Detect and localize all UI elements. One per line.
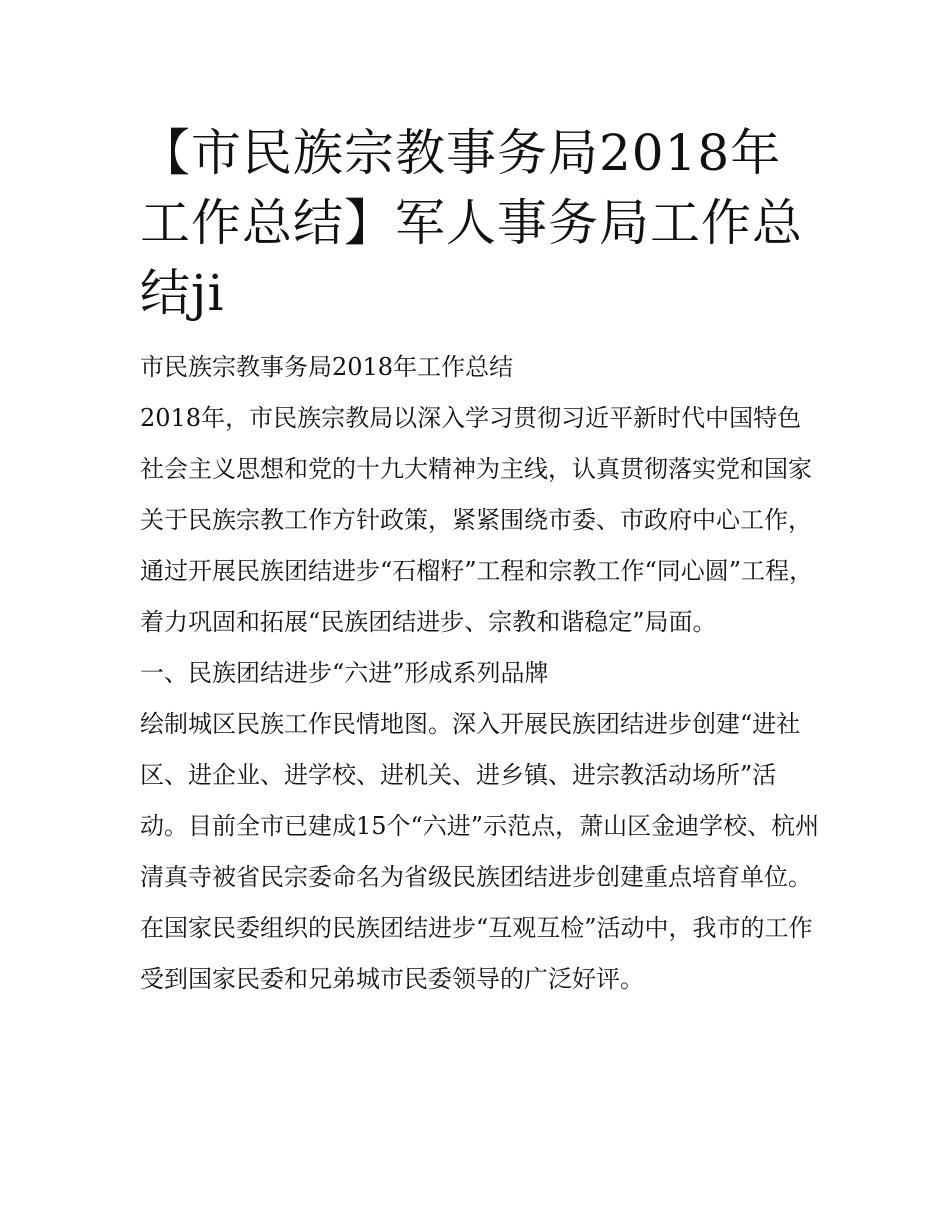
document-body	[140, 342, 820, 1005]
intro-paragraph: 2018年，市民族宗教局以深入学习贯彻习近平新时代中国特色社会主义思想和党的十九大精神为主线，认真贯彻落实党和国家关于民族宗教工作方针政策，紧紧围绕市委、市政府中心工作，通过开展民族团结进步“石榴籽”工程和宗教工作“同心圆”工程，着力巩固和拓展“民族团结进步、宗教和谐稳定”局面。	[140, 404, 814, 636]
document-title: 【市民族宗教事务局2018年工作总结】军人事务局工作总结ji	[140, 124, 803, 322]
section-paragraph: 绘制城区民族工作民情地图。深入开展民族团结进步创建“进社区、进企业、进学校、进机关、进乡镇、进宗教活动场所”活动。目前全市已建成15个“六进”示范点，萧山区金迪学校、杭州清真寺被省民宗委命名为省级民族团结进步创建重点培育单位。在国家民委组织的民族团结进步“互观互检”活动中，我市的工作受到国家民委和兄弟城市民委领导的广泛好评。	[140, 710, 820, 993]
subtitle: 市民族宗教事务局2018年工作总结	[140, 353, 514, 381]
section-heading: 一、民族团结进步“六进”形成系列品牌	[140, 659, 549, 687]
